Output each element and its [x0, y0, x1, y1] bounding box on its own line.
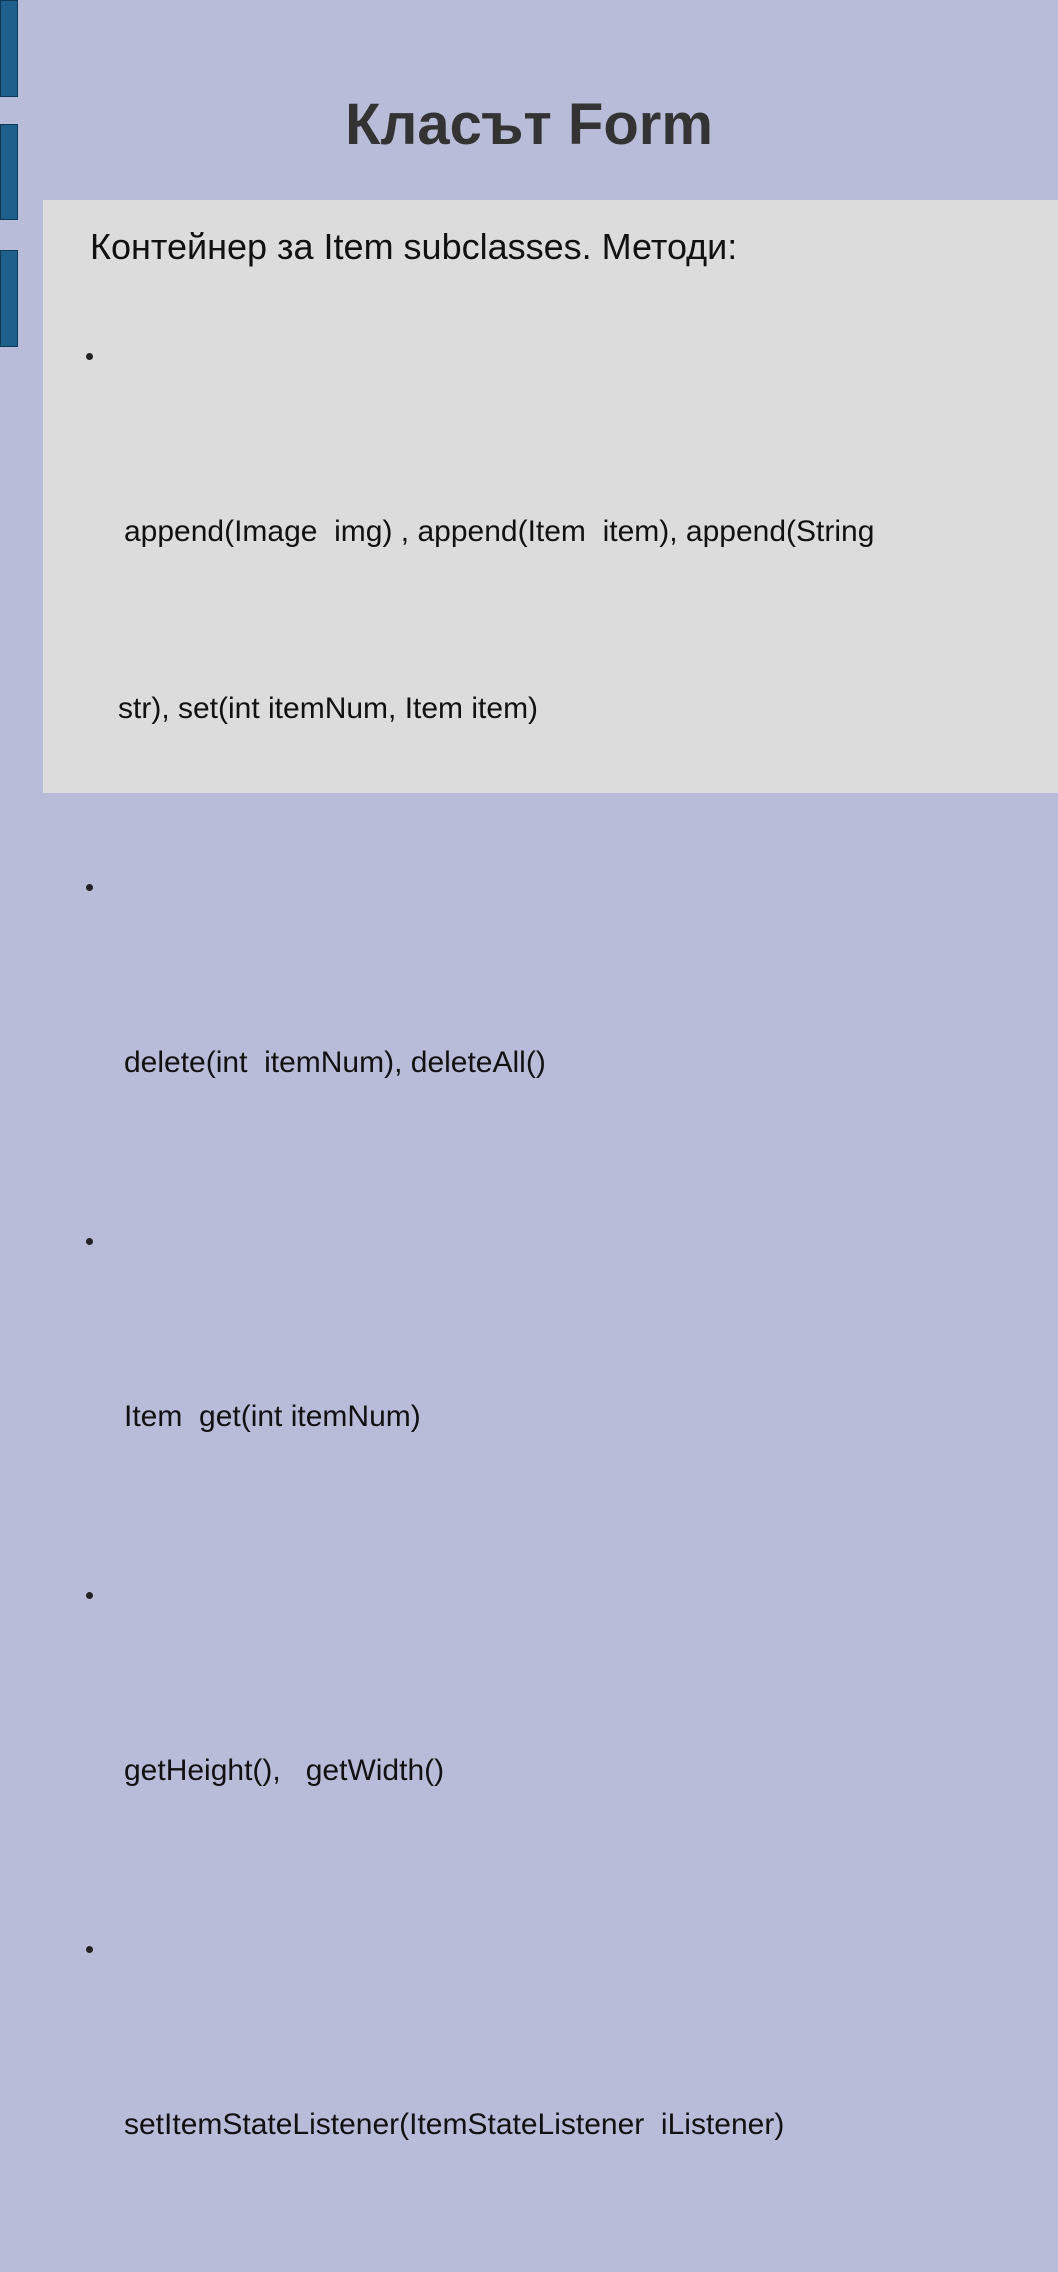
- list-item-text: Item get(int itemNum): [124, 1400, 421, 1433]
- list-item: [84, 1918, 984, 2272]
- slide-subtitle: Контейнер за Item subclasses. Методи:: [90, 226, 738, 267]
- list-item: [84, 325, 984, 856]
- list-item-text: getHeight(), getWidth(): [124, 1754, 445, 1787]
- list-item: [84, 1210, 984, 1564]
- bullet-icon: [86, 884, 93, 891]
- list-item: [84, 1564, 984, 1918]
- methods-list: [84, 325, 984, 2272]
- decorative-bar-top: [0, 0, 18, 97]
- bullet-icon: [86, 1946, 93, 1953]
- list-item-text: setItemStateListener(ItemStateListener iListener): [124, 2108, 785, 2141]
- list-item-text-continued: str), set(int itemNum, Item item): [118, 692, 539, 725]
- list-item: [84, 856, 984, 1210]
- list-item-text: delete(int itemNum), deleteAll(): [124, 1046, 546, 1079]
- bullet-icon: [86, 353, 93, 360]
- list-item-text: append(Image img) , append(Item item), append(String: [124, 515, 875, 548]
- decorative-bar-bottom: [0, 250, 18, 347]
- slide-title: Класът Form: [345, 92, 713, 157]
- bullet-icon: [86, 1592, 93, 1599]
- bullet-icon: [86, 1238, 93, 1245]
